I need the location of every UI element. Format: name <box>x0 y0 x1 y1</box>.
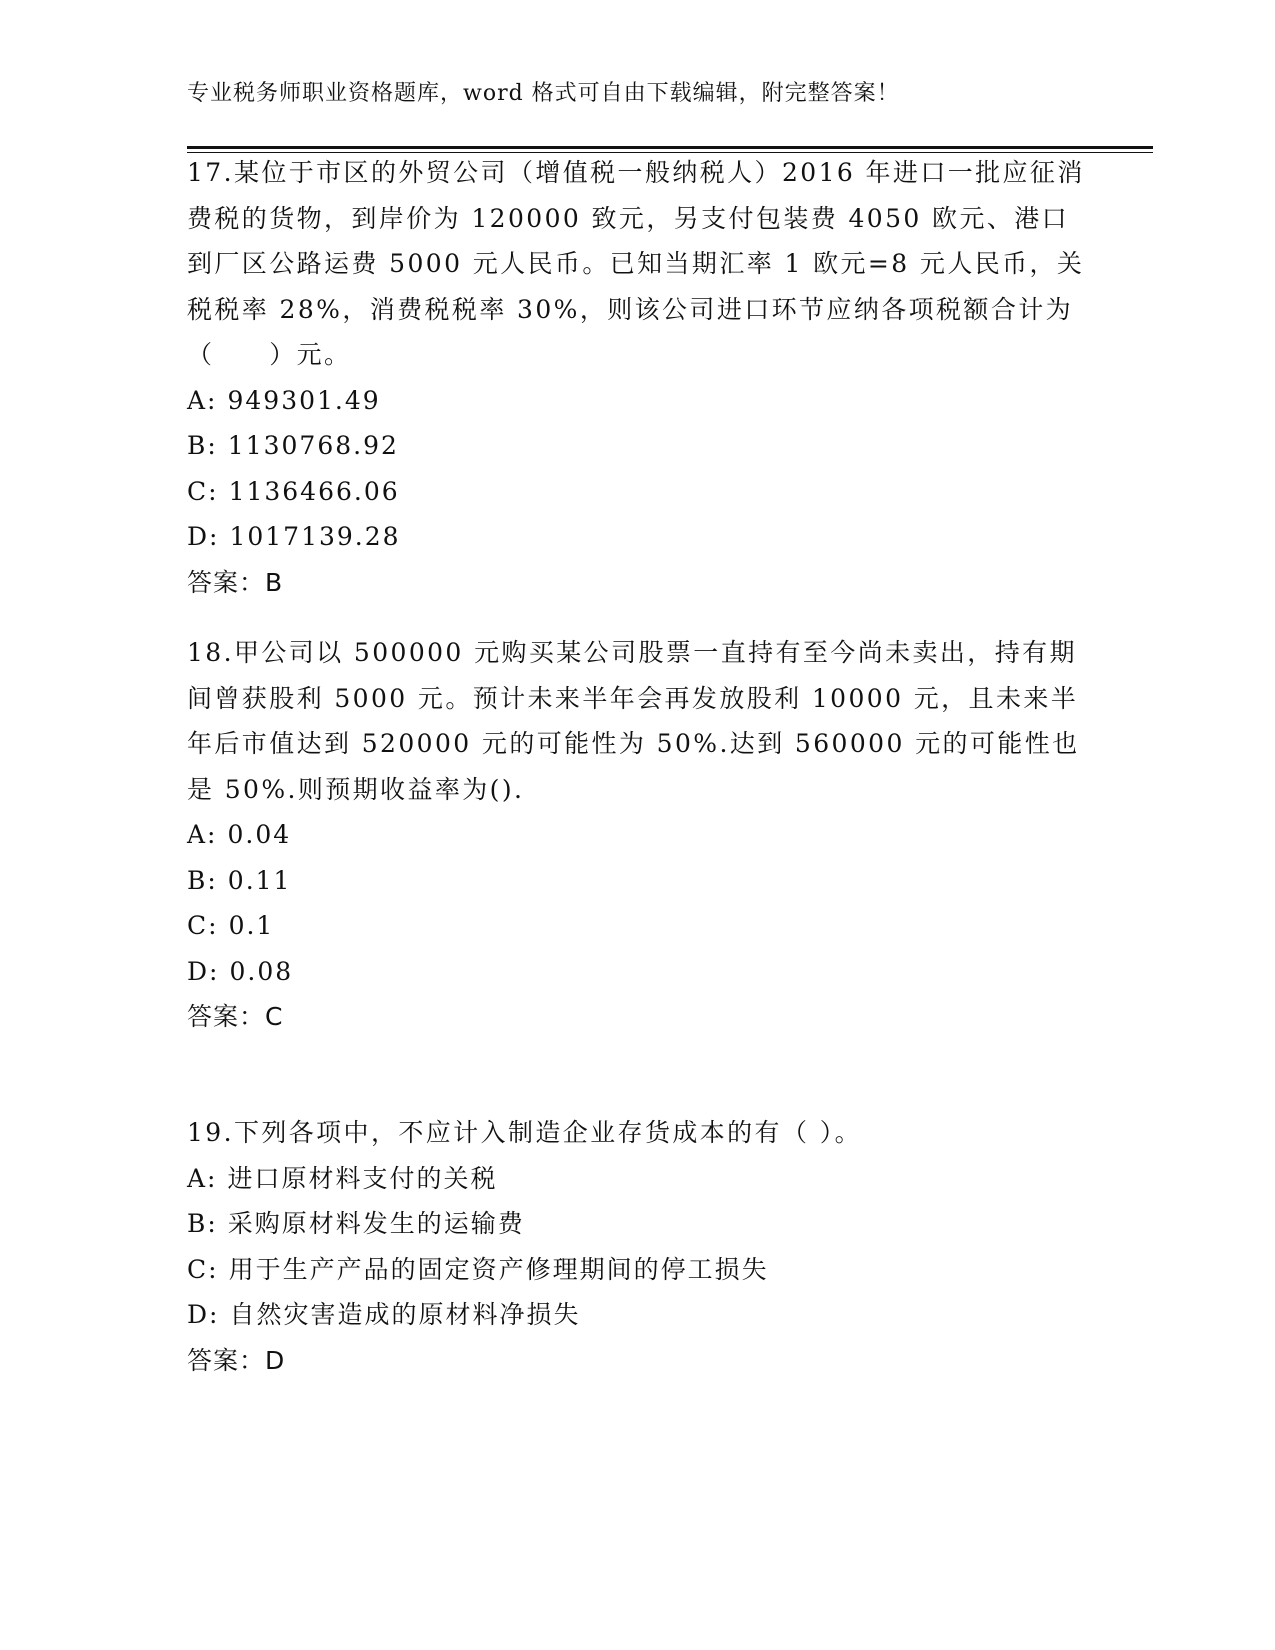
option-value: 0.11 <box>227 865 292 895</box>
option-d <box>187 1292 1087 1338</box>
option-b <box>187 423 1087 469</box>
option-label: D: <box>187 956 220 986</box>
answer-text: 答案：C <box>187 1002 284 1031</box>
question-stem: 19.下列各项中，不应计入制造企业存货成本的有（ ）。 <box>187 1118 863 1147</box>
option-label: B: <box>187 1209 218 1238</box>
answer-text: 答案：B <box>187 567 284 597</box>
option-label: A: <box>187 820 218 849</box>
option-label: D: <box>187 522 220 551</box>
option-label: B: <box>187 865 218 895</box>
option-c <box>187 903 1087 949</box>
option-label: C: <box>187 911 219 940</box>
answer-text: 答案：D <box>187 1345 286 1375</box>
option-label: A: <box>187 1163 218 1193</box>
question-18 <box>187 630 1087 1040</box>
option-c <box>187 469 1087 515</box>
question-stem: 17.某位于市区的外贸公司（增值税一般纳税人）2016 年进口一批应征消费税的货物，到岸价为 120000 致元，另支付包装费 4050 欧元、港口到厂区公路运费 5000 元人民币。已知当期汇率 1 欧元=8 元人民币，关税税率 28%，消费税税率 30%，则该公司进口环节应纳各项税额合计为（ ）元。 <box>187 158 1085 369</box>
option-a <box>187 1156 1087 1202</box>
option-label: C: <box>187 476 219 506</box>
question-17 <box>187 150 1087 605</box>
option-value: 1130768.92 <box>227 431 399 460</box>
option-c <box>187 1247 1087 1293</box>
option-value: 采购原材料发生的运输费 <box>227 1209 525 1238</box>
option-a <box>187 378 1087 424</box>
option-value: 1136466.06 <box>228 476 400 506</box>
header-rule-thick <box>187 146 1153 149</box>
option-d <box>187 514 1087 560</box>
option-value: 0.04 <box>227 820 292 849</box>
option-b <box>187 858 1087 904</box>
page-header: 专业税务师职业资格题库，word 格式可自由下载编辑，附完整答案！ <box>187 81 900 106</box>
option-label: A: <box>187 385 218 415</box>
option-label: C: <box>187 1254 219 1284</box>
option-b <box>187 1201 1087 1247</box>
option-value: 用于生产产品的固定资产修理期间的停工损失 <box>228 1254 769 1284</box>
question-stem: 18.甲公司以 500000 元购买某公司股票一直持有至今尚未卖出，持有期间曾获股利 5000 元。预计未来半年会再发放股利 10000 元，且未来半年后市值达到 520000 元的可能性为 50%.达到 560000 元的可能性也是 50%.则预期收益率为(). <box>187 638 1080 804</box>
option-value: 949301.49 <box>227 385 381 415</box>
option-value: 0.08 <box>229 956 294 986</box>
option-value: 自然灾害造成的原材料净损失 <box>229 1300 581 1329</box>
option-d <box>187 949 1087 995</box>
option-value: 进口原材料支付的关税 <box>227 1163 498 1193</box>
option-label: B: <box>187 431 218 460</box>
option-a <box>187 812 1087 858</box>
question-19 <box>187 1110 1087 1383</box>
option-value: 0.1 <box>228 911 275 940</box>
option-label: D: <box>187 1300 220 1329</box>
option-value: 1017139.28 <box>229 522 401 551</box>
